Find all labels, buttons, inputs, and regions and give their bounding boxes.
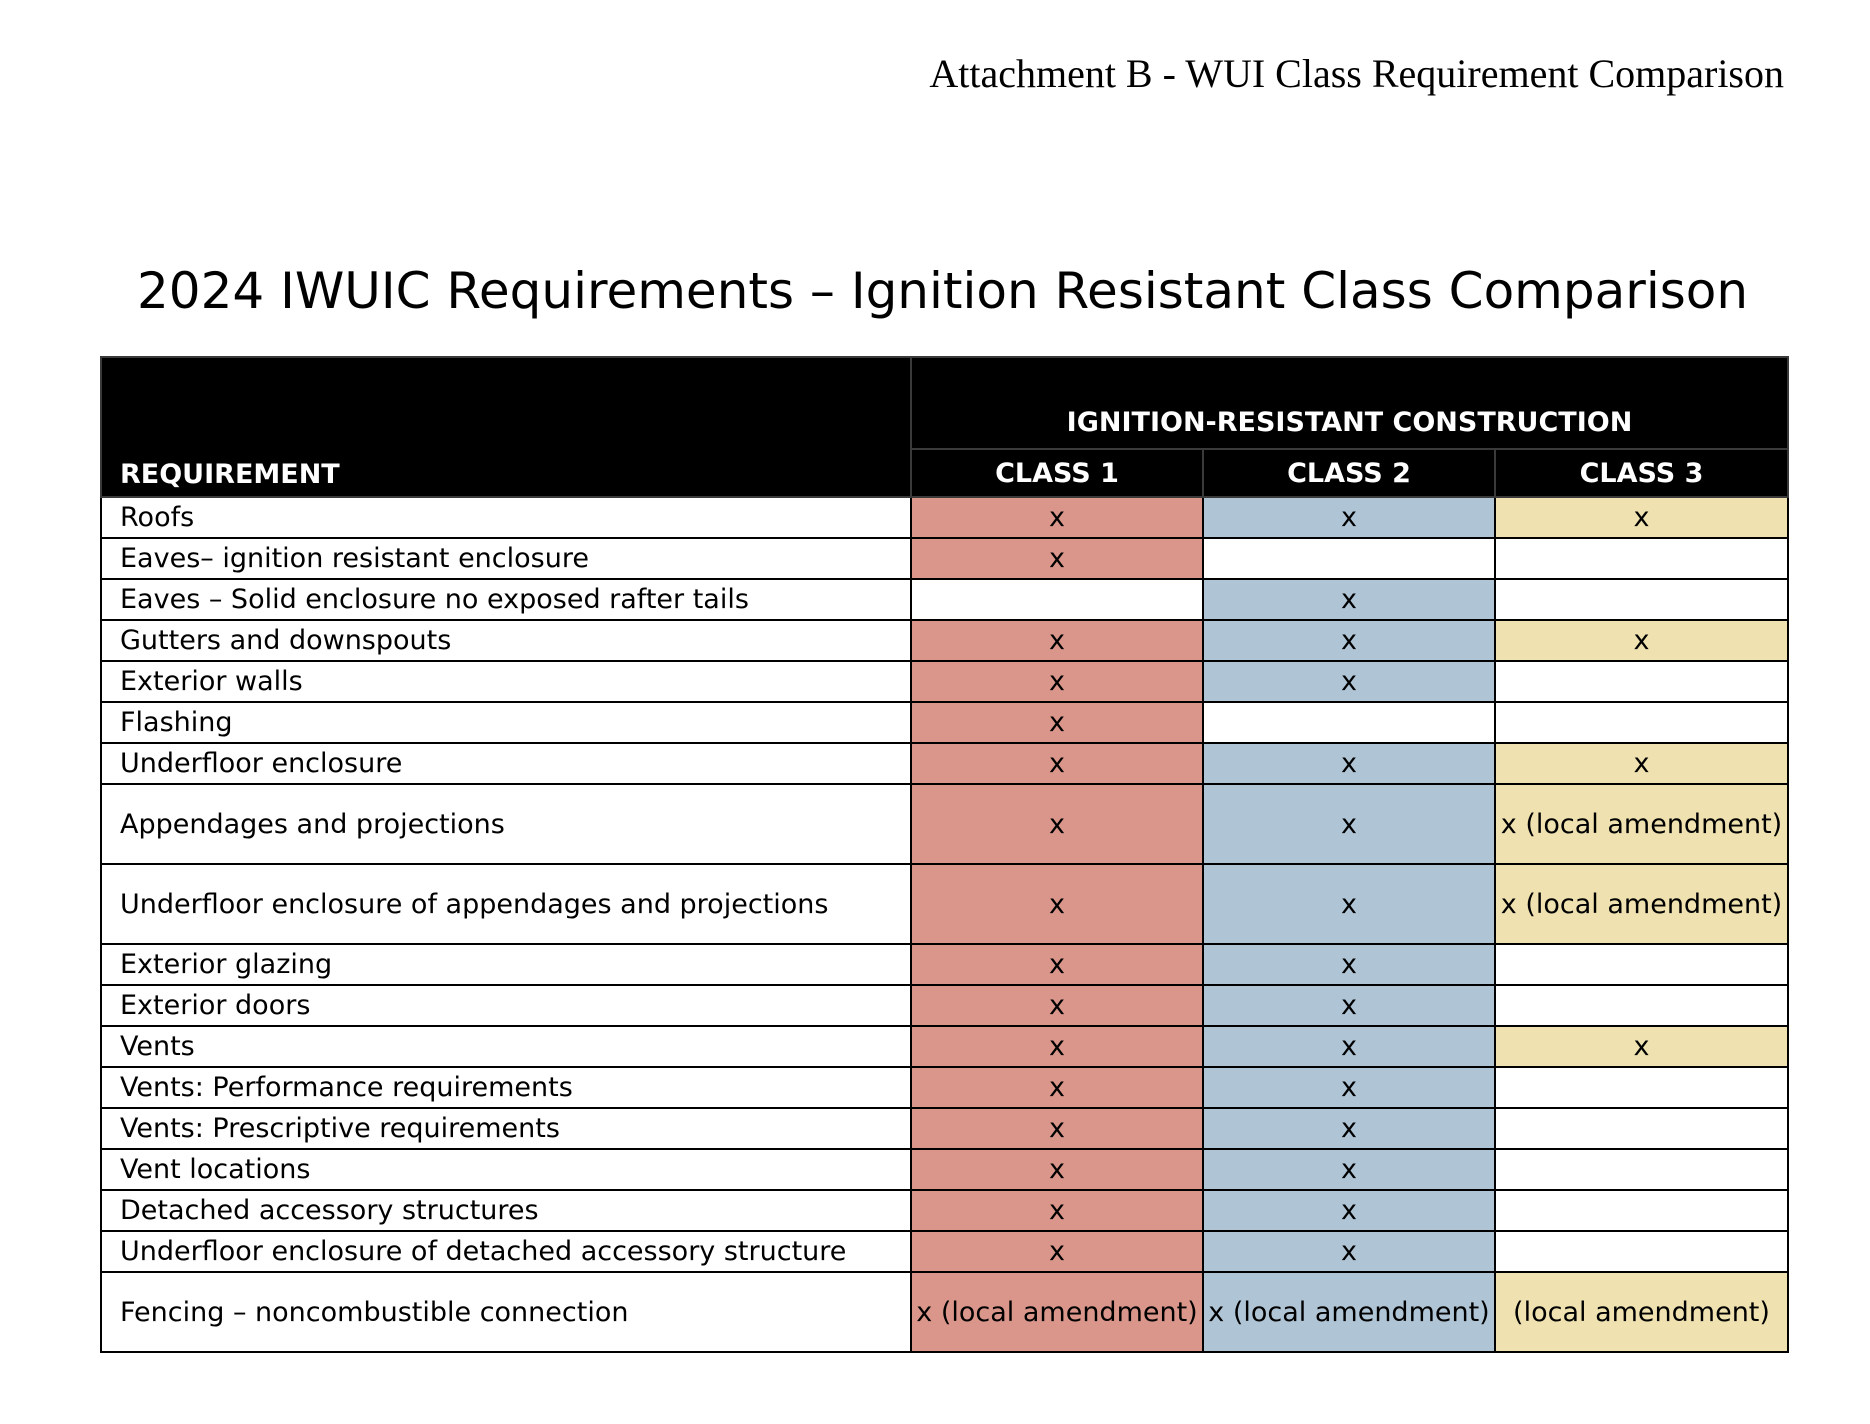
table-row bbox=[101, 985, 1788, 1026]
page-title: 2024 IWUIC Requirements – Ignition Resistant Class Comparison bbox=[136, 262, 1749, 320]
table-row bbox=[101, 1067, 1788, 1108]
class-2-cell: x bbox=[1203, 620, 1495, 661]
class-1-cell: x bbox=[911, 864, 1203, 944]
class-2-cell: x bbox=[1203, 864, 1495, 944]
class-2-header: CLASS 2 bbox=[1203, 449, 1495, 497]
class-3-cell bbox=[1495, 985, 1788, 1026]
table-row bbox=[101, 702, 1788, 743]
requirement-label: Flashing bbox=[101, 702, 911, 743]
class-1-cell: x bbox=[911, 538, 1203, 579]
table-row bbox=[101, 743, 1788, 784]
class-1-cell bbox=[911, 579, 1203, 620]
class-2-cell: x bbox=[1203, 784, 1495, 864]
table-row bbox=[101, 1231, 1788, 1272]
requirement-label: Vents bbox=[101, 1026, 911, 1067]
class-2-cell bbox=[1203, 538, 1495, 579]
class-3-cell bbox=[1495, 944, 1788, 985]
class-2-cell bbox=[1203, 702, 1495, 743]
requirement-label: Appendages and projections bbox=[101, 784, 911, 864]
table-row bbox=[101, 864, 1788, 944]
class-1-cell: x (local amendment) bbox=[911, 1272, 1203, 1352]
class-2-cell: x bbox=[1203, 579, 1495, 620]
table-row bbox=[101, 620, 1788, 661]
ignition-resistant-construction-header: IGNITION-RESISTANT CONSTRUCTION bbox=[911, 357, 1788, 449]
class-3-cell: x bbox=[1495, 743, 1788, 784]
class-3-cell: x bbox=[1495, 497, 1788, 538]
class-3-cell: x bbox=[1495, 620, 1788, 661]
class-2-cell: x bbox=[1203, 1149, 1495, 1190]
class-2-cell: x bbox=[1203, 1026, 1495, 1067]
class-2-cell: x bbox=[1203, 944, 1495, 985]
class-1-cell: x bbox=[911, 1108, 1203, 1149]
class-1-cell: x bbox=[911, 1026, 1203, 1067]
class-1-cell: x bbox=[911, 1149, 1203, 1190]
requirement-label: Detached accessory structures bbox=[101, 1190, 911, 1231]
requirement-label: Vent locations bbox=[101, 1149, 911, 1190]
requirement-label: Underfloor enclosure of appendages and projections bbox=[101, 864, 911, 944]
class-3-cell bbox=[1495, 661, 1788, 702]
class-2-cell: x bbox=[1203, 743, 1495, 784]
table-row bbox=[101, 944, 1788, 985]
class-3-cell: x (local amendment) bbox=[1495, 784, 1788, 864]
class-1-header: CLASS 1 bbox=[911, 449, 1203, 497]
requirement-label: Exterior glazing bbox=[101, 944, 911, 985]
class-3-header: CLASS 3 bbox=[1495, 449, 1788, 497]
class-3-cell bbox=[1495, 538, 1788, 579]
class-1-cell: x bbox=[911, 661, 1203, 702]
class-2-cell: x bbox=[1203, 497, 1495, 538]
requirement-column-header: REQUIREMENT bbox=[101, 357, 911, 497]
table-row bbox=[101, 1026, 1788, 1067]
class-2-cell: x bbox=[1203, 661, 1495, 702]
class-1-cell: x bbox=[911, 1231, 1203, 1272]
requirement-label: Roofs bbox=[101, 497, 911, 538]
class-2-cell: x bbox=[1203, 1108, 1495, 1149]
class-1-cell: x bbox=[911, 702, 1203, 743]
requirement-label: Exterior walls bbox=[101, 661, 911, 702]
table-row bbox=[101, 1108, 1788, 1149]
requirement-label: Vents: Performance requirements bbox=[101, 1067, 911, 1108]
class-2-cell: x bbox=[1203, 1067, 1495, 1108]
class-1-cell: x bbox=[911, 944, 1203, 985]
class-2-cell: x bbox=[1203, 1190, 1495, 1231]
requirement-label: Underfloor enclosure bbox=[101, 743, 911, 784]
requirement-label: Vents: Prescriptive requirements bbox=[101, 1108, 911, 1149]
class-1-cell: x bbox=[911, 743, 1203, 784]
requirement-label: Underfloor enclosure of detached accessory structure bbox=[101, 1231, 911, 1272]
class-3-cell bbox=[1495, 1190, 1788, 1231]
table-row bbox=[101, 1190, 1788, 1231]
table-row bbox=[101, 784, 1788, 864]
class-2-cell: x (local amendment) bbox=[1203, 1272, 1495, 1352]
class-1-cell: x bbox=[911, 497, 1203, 538]
table-row bbox=[101, 579, 1788, 620]
table-row bbox=[101, 1149, 1788, 1190]
table-row bbox=[101, 661, 1788, 702]
class-3-cell: (local amendment) bbox=[1495, 1272, 1788, 1352]
class-1-cell: x bbox=[911, 620, 1203, 661]
table-row bbox=[101, 1272, 1788, 1352]
class-3-cell bbox=[1495, 579, 1788, 620]
class-3-cell bbox=[1495, 1231, 1788, 1272]
requirements-table-body bbox=[101, 497, 1788, 1352]
class-1-cell: x bbox=[911, 784, 1203, 864]
class-3-cell: x bbox=[1495, 1026, 1788, 1067]
class-1-cell: x bbox=[911, 1190, 1203, 1231]
requirement-label: Fencing – noncombustible connection bbox=[101, 1272, 911, 1352]
class-2-cell: x bbox=[1203, 1231, 1495, 1272]
requirement-label: Gutters and downspouts bbox=[101, 620, 911, 661]
table-row bbox=[101, 538, 1788, 579]
requirement-label: Eaves– ignition resistant enclosure bbox=[101, 538, 911, 579]
class-1-cell: x bbox=[911, 985, 1203, 1026]
requirements-table bbox=[100, 356, 1789, 1353]
class-3-cell bbox=[1495, 702, 1788, 743]
attachment-title: Attachment B - WUI Class Requirement Comparison bbox=[929, 51, 1784, 96]
table-row bbox=[101, 497, 1788, 538]
requirement-label: Eaves – Solid enclosure no exposed rafter tails bbox=[101, 579, 911, 620]
class-2-cell: x bbox=[1203, 985, 1495, 1026]
class-3-cell bbox=[1495, 1149, 1788, 1190]
class-3-cell bbox=[1495, 1108, 1788, 1149]
class-3-cell: x (local amendment) bbox=[1495, 864, 1788, 944]
requirement-label: Exterior doors bbox=[101, 985, 911, 1026]
table-group-header-row bbox=[101, 357, 1788, 449]
class-3-cell bbox=[1495, 1067, 1788, 1108]
class-1-cell: x bbox=[911, 1067, 1203, 1108]
